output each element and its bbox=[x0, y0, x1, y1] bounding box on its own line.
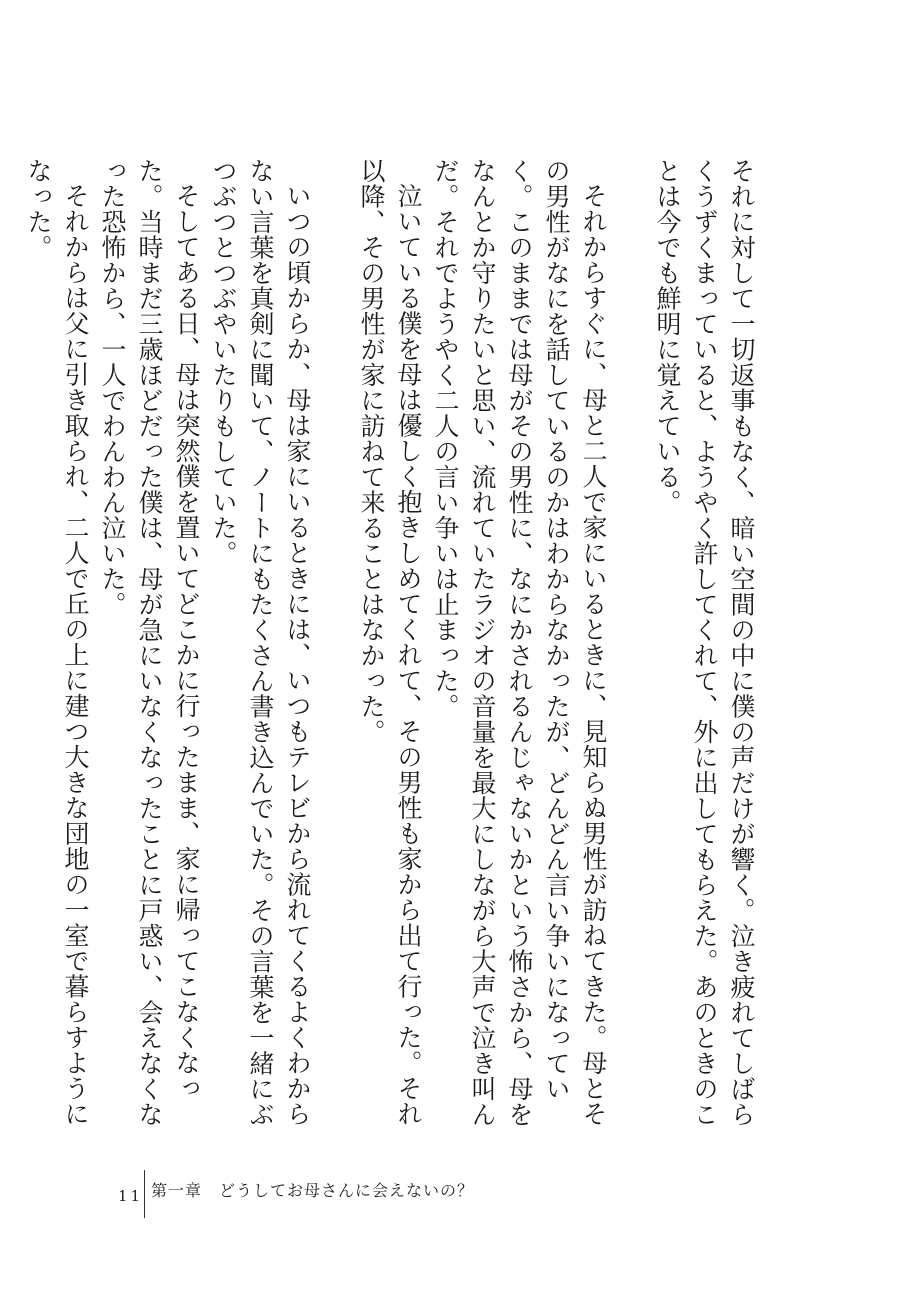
paragraph-gap bbox=[316, 158, 353, 1148]
paragraph-3: 泣いている僕を母は優しく抱きしめてくれて、その男性も家から出て行った。それ以降、その男性が家に訪ねて来ることはなかった。 bbox=[357, 158, 423, 1127]
paragraph-gap bbox=[612, 158, 649, 1148]
page-number: 11 bbox=[118, 1187, 144, 1205]
running-chapter-title: 第一章 どうしてお母さんに会えないの？ bbox=[151, 1181, 475, 1200]
paragraph-2: それからすぐに、母と二人で家にいるときに、見知らぬ男性が訪ねてきた。母とその男性がなにを話しているのかはわからなかったが、どんどん言い争いになっていく。このままでは母がその男性に、なにかされるんじゃないかという怖さから、母をなんとか守りたいと思い、流れていたラジオの音量を最大にしながら大声で泣き叫んだ。それでようやく二人の言い争いは止まった。 bbox=[431, 158, 608, 1127]
paragraph-5: そしてある日、母は突然僕を置いてどこかに行ったまま、家に帰ってこなくなった。当時まだ三歳ほどだった僕は、母が急にいなくなったことに戸惑い、会えなくなった恐怖から、一人でわんわん泣いた。 bbox=[98, 158, 201, 1127]
page-footer bbox=[118, 1170, 474, 1220]
paragraph-1: それに対して一切返事もなく、暗い空間の中に僕の声だけが響く。泣き疲れてしばらくうずくまっていると、ようやく許してくれて、外に出してもらえた。あのときのことは今でも鮮明に覚えている。 bbox=[653, 158, 756, 1127]
footer-divider bbox=[144, 1170, 145, 1218]
paragraph-6: それからは父に引き取られ、二人で丘の上に建つ大きな団地の一室で暮らすようになった。 bbox=[24, 158, 90, 1127]
body-text bbox=[24, 158, 760, 1148]
paragraph-4: いつの頃からか、母は家にいるときには、いつもテレビから流れてくるよくわからない言葉を真剣に聞いて、ノートにもたくさん書き込んでいた。その言葉を一緒にぶつぶつとつぶやいたりもしていた。 bbox=[209, 158, 312, 1127]
